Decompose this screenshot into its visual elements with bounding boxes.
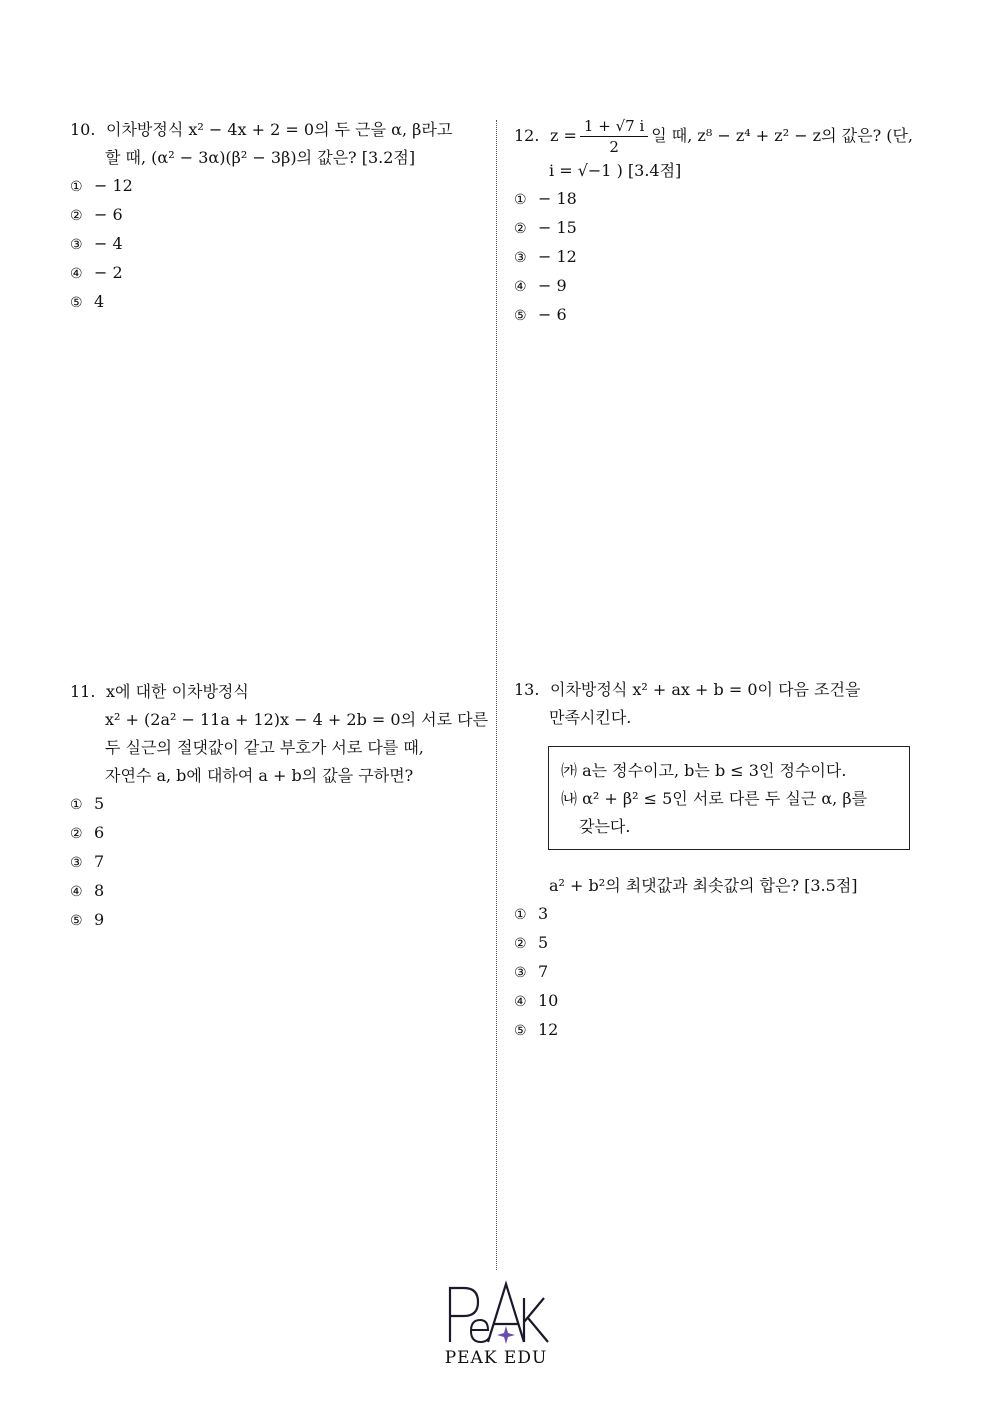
fraction-numerator: 1 + √7 i [580, 116, 648, 137]
choice-list [514, 900, 934, 1045]
choice-5[interactable] [70, 906, 480, 935]
choice-5[interactable] [514, 301, 934, 330]
problem-13 [514, 676, 934, 1045]
choice-value: 9 [94, 910, 105, 929]
choice-1[interactable] [70, 790, 480, 819]
choice-mark: ③ [514, 965, 527, 981]
choice-mark: ① [514, 192, 527, 208]
choice-4[interactable] [70, 259, 480, 288]
choice-mark: ③ [514, 250, 527, 266]
problem-11 [70, 678, 489, 935]
problem-number: 10. [70, 120, 96, 139]
choice-1[interactable] [514, 185, 934, 214]
column-divider [496, 120, 497, 1270]
problem-11-stem-line4: 자연수 a, b에 대하여 a + b의 값을 구하면? [105, 766, 414, 785]
problem-12-stem-line1 [514, 116, 934, 157]
problem-13-stem-line1 [514, 676, 934, 704]
choice-mark: ④ [70, 884, 83, 900]
choice-mark: ① [70, 179, 83, 195]
choice-3[interactable] [70, 230, 480, 259]
problem-13-stem-line2: 만족시킨다. [549, 708, 632, 727]
problem-11-text-1: x에 대한 이차방정식 [106, 682, 249, 701]
choice-mark: ⑤ [514, 308, 527, 324]
choice-3[interactable] [70, 848, 480, 877]
choice-4[interactable] [514, 987, 934, 1016]
choice-2[interactable] [70, 201, 480, 230]
choice-mark: ④ [514, 279, 527, 295]
choice-mark: ⑤ [70, 913, 83, 929]
choice-mark: ② [70, 826, 83, 842]
choice-list [70, 790, 480, 935]
choice-value: − 9 [538, 276, 567, 295]
problem-11-stem-line1 [70, 678, 480, 706]
problem-11-stem-line3: 두 실근의 절댓값이 같고 부호가 서로 다를 때, [105, 738, 424, 757]
choice-1[interactable] [70, 172, 480, 201]
choice-5[interactable] [514, 1016, 934, 1045]
peak-logo-mark [436, 1278, 556, 1348]
choice-3[interactable] [514, 243, 934, 272]
problem-number: 11. [70, 682, 96, 701]
problem-10-text-1: 이차방정식 x² − 4x + 2 = 0의 두 근을 α, β라고 [106, 120, 453, 139]
choice-value: 12 [538, 1020, 559, 1039]
choice-list [514, 185, 934, 330]
choice-2[interactable] [514, 214, 934, 243]
choice-value: 4 [94, 292, 105, 311]
choice-value: 7 [94, 852, 105, 871]
condition-na: ㈏ α² + β² ≤ 5인 서로 다른 두 실근 α, β를 [561, 789, 868, 808]
choice-value: 5 [94, 794, 105, 813]
choice-5[interactable] [70, 288, 480, 317]
choice-mark: ③ [70, 237, 83, 253]
problem-11-stem-line2: x² + (2a² − 11a + 12)x − 4 + 2b = 0의 서로 다른 [105, 710, 489, 729]
choice-value: − 18 [538, 189, 577, 208]
problem-12-stem-line2: i = √−1 ) [3.4점] [549, 161, 682, 180]
condition-box [548, 746, 910, 850]
choice-4[interactable] [70, 877, 480, 906]
choice-value: − 12 [538, 247, 577, 266]
condition-ga: ㈎ a는 정수이고, b는 b ≤ 3인 정수이다. [561, 761, 847, 780]
choice-mark: ① [70, 797, 83, 813]
choice-mark: ④ [70, 266, 83, 282]
problem-number: 13. [514, 680, 540, 699]
choice-2[interactable] [70, 819, 480, 848]
choice-value: 10 [538, 991, 559, 1010]
choice-mark: ② [70, 208, 83, 224]
choice-value: − 4 [94, 234, 123, 253]
choice-value: 6 [94, 823, 105, 842]
fraction-denominator: 2 [609, 138, 619, 156]
problem-10-stem-line1 [70, 116, 480, 144]
choice-list [70, 172, 480, 317]
problem-12 [514, 116, 934, 330]
fraction [580, 116, 648, 157]
choice-value: − 2 [94, 263, 123, 282]
choice-value: − 12 [94, 176, 133, 195]
choice-value: 7 [538, 962, 549, 981]
choice-value: 5 [538, 933, 549, 952]
condition-na-continued: 갖는다. [579, 817, 631, 836]
choice-value: − 6 [94, 205, 123, 224]
problem-12-text-1: 일 때, z⁸ − z⁴ + z² − z의 값은? (단, [651, 126, 914, 145]
choice-mark: ⑤ [514, 1023, 527, 1039]
problem-number: 12. [514, 126, 540, 145]
problem-10-stem-line2: 할 때, (α² − 3α)(β² − 3β)의 값은? [3.2점] [105, 148, 416, 167]
peak-edu-logo [436, 1278, 556, 1378]
choice-mark: ② [514, 936, 527, 952]
choice-value: 3 [538, 904, 549, 923]
choice-mark: ① [514, 907, 527, 923]
choice-value: 8 [94, 881, 105, 900]
problem-13-text-1: 이차방정식 x² + ax + b = 0이 다음 조건을 [550, 680, 861, 699]
choice-mark: ② [514, 221, 527, 237]
problem-12-lhs: z = [550, 126, 577, 145]
choice-3[interactable] [514, 958, 934, 987]
choice-1[interactable] [514, 900, 934, 929]
choice-mark: ⑤ [70, 295, 83, 311]
problem-13-question: a² + b²의 최댓값과 최솟값의 합은? [3.5점] [549, 876, 858, 895]
choice-mark: ③ [70, 855, 83, 871]
choice-2[interactable] [514, 929, 934, 958]
choice-mark: ④ [514, 994, 527, 1010]
choice-4[interactable] [514, 272, 934, 301]
choice-value: − 15 [538, 218, 577, 237]
choice-value: − 6 [538, 305, 567, 324]
logo-text: PEAK EDU [444, 1348, 548, 1368]
problem-10 [70, 116, 480, 317]
